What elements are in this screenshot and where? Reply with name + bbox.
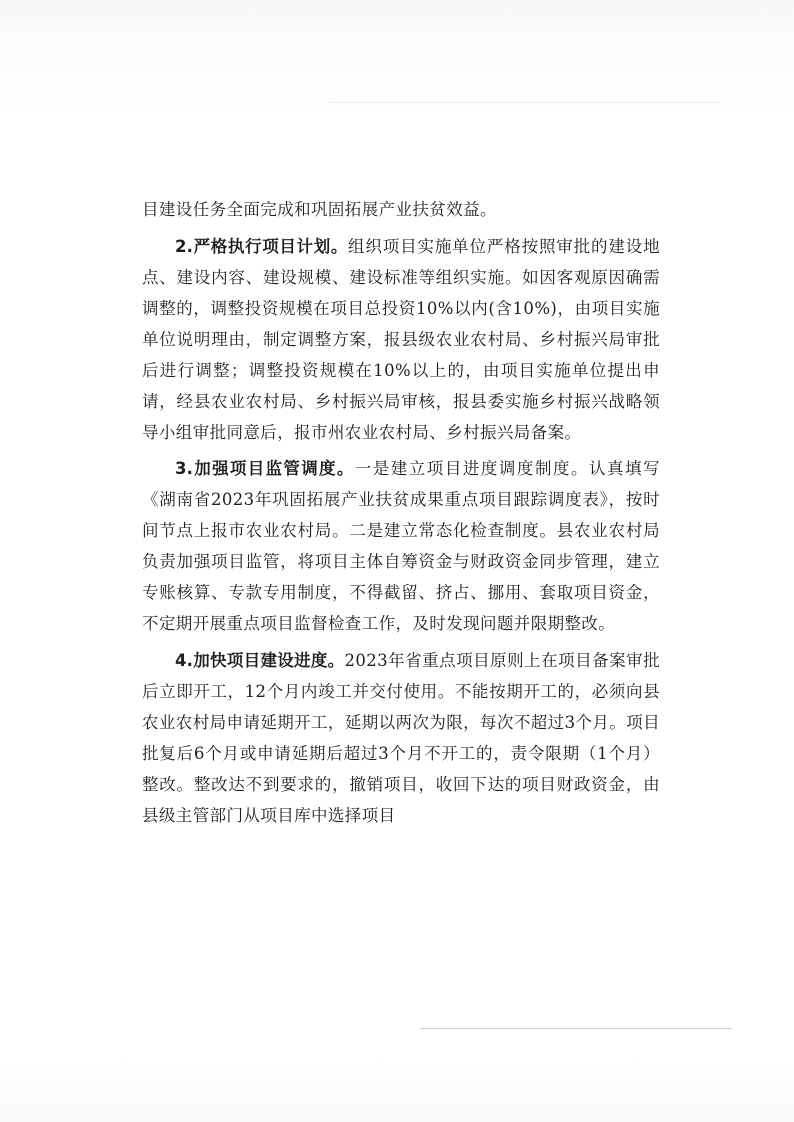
paragraph-1-body: 目建设任务全面完成和巩固拓展产业扶贫效益。 — [142, 200, 497, 219]
paragraph-3 — [142, 453, 660, 639]
paragraph-3-body: 一是建立项目进度调度制度。认真填写《湖南省2023年巩固拓展产业扶贫成果重点项目跟踪调度表》，按时间节点上报市农业农村局。二是建立常态化检查制度。县农业农村局负责加强项目监管，将项目主体自筹资金与财政资金同步管理，建立专账核算、专款专用制度，不得截留、挤占、挪用、套取项目资金，不定期开展重点项目监督检查工作，及时发现问题并限期整改。 — [142, 459, 660, 633]
paragraph-4-heading: 4.加快项目建设进度。 — [175, 650, 345, 670]
paragraph-2 — [142, 231, 660, 448]
scan-artifact-top — [330, 102, 720, 103]
paragraph-2-heading: 2.严格执行项目计划。 — [175, 236, 349, 256]
document-body — [142, 194, 660, 836]
paragraph-4-body: 2023年省重点项目原则上在项目备案审批后立即开工，12个月内竣工并交付使用。不能按期开工的，必须向县农业农村局申请延期开工，延期以两次为限，每次不超过3个月。项目批复后6个月或申请延期后超过3个月不开工的，责令限期（1个月）整改。整改达不到要求的，撤销项目，收回下达的项目财政资金，由县级主管部门从项目库中选择项目 — [142, 650, 660, 825]
paragraph-1 — [142, 194, 660, 225]
paragraph-4 — [142, 645, 660, 831]
paragraph-2-body: 组织项目实施单位严格按照审批的建设地点、建设内容、建设规模、建设标准等组织实施。如因客观原因确需调整的，调整投资规模在项目总投资10%以内(含10%)，由项目实施单位说明理由，制定调整方案，报县级农业农村局、乡村振兴局审批后进行调整；调整投资规模在10%以上的，由项目实施单位提出申请，经县农业农村局、乡村振兴局审核，报县委实施乡村振兴战略领导小组审批同意后，报市州农业农村局、乡村振兴局备案。 — [142, 236, 661, 442]
scan-artifact-bottom — [420, 1028, 732, 1029]
paragraph-3-heading: 3.加强项目监管调度。 — [175, 459, 355, 478]
